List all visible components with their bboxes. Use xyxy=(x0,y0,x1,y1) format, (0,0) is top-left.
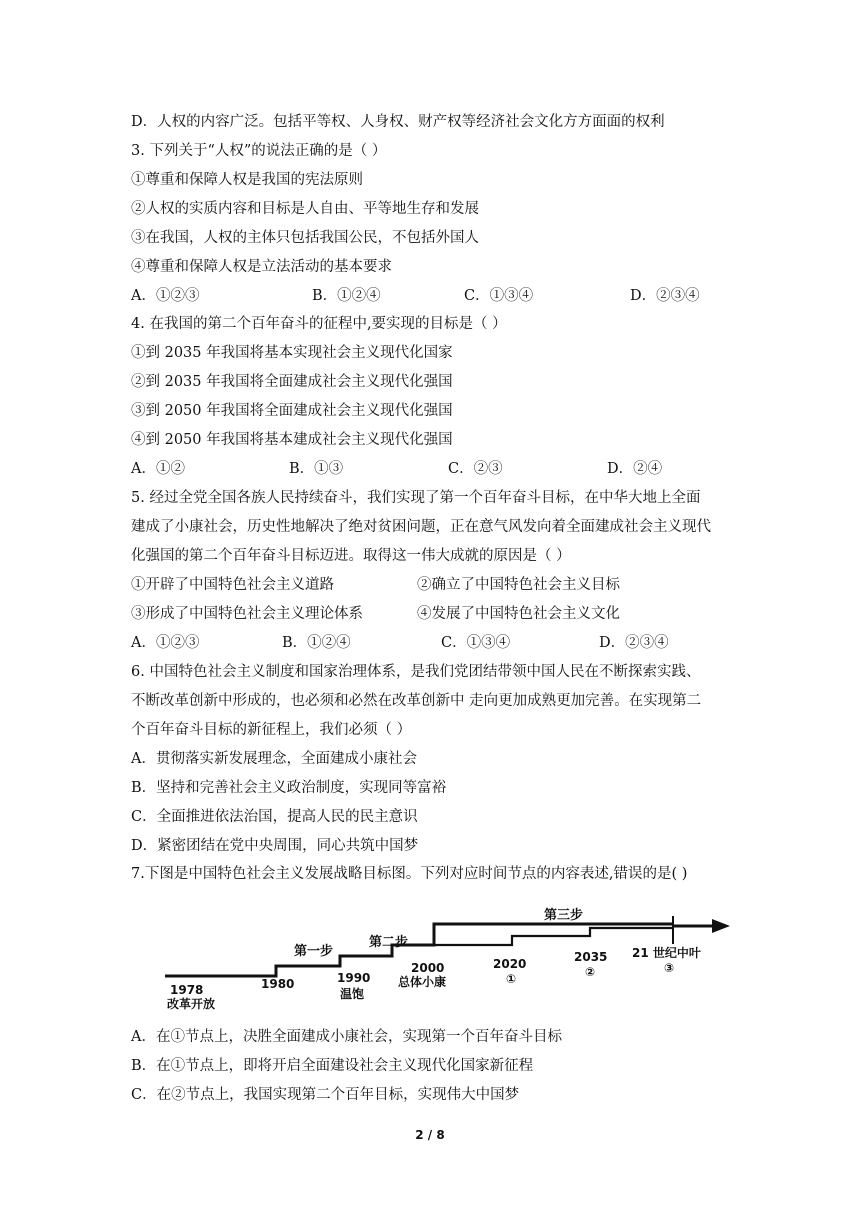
arrow-head-icon xyxy=(712,919,730,933)
q5-stem-line: 建成了小康社会，历史性地解决了绝对贫困问题，正在意气风发向着全面建成社会主义现代 xyxy=(131,519,711,535)
year-label: 1978 xyxy=(170,983,204,997)
q3-option-d: D．②③④ xyxy=(630,288,700,304)
q6-option-b: B．坚持和完善社会主义政治制度，实现同等富裕 xyxy=(131,780,447,796)
year-label: 2035 xyxy=(574,950,608,964)
q6-option-c: C．全面推进依法治国，提高人民的民主意识 xyxy=(131,809,418,825)
q5-item: ②确立了中国特色社会主义目标 xyxy=(417,577,620,593)
q2-option-d: D．人权的内容广泛。包括平等权、人身权、财产权等经济社会文化方方面面的权利 xyxy=(131,114,665,130)
node-marker-2: ② xyxy=(585,965,596,979)
q4-item: ④到 2050 年我国将基本建成社会主义现代化强国 xyxy=(131,432,453,448)
year-label: 1980 xyxy=(261,977,295,991)
q4-option-c: C．②③ xyxy=(448,461,503,477)
q6-stem-line: 6. 中国特色社会主义制度和国家治理体系，是我们党团结带领中国人民在不断探索实践、 xyxy=(131,664,701,680)
q5-options xyxy=(131,633,731,653)
q5-stem-line: 化强国的第二个百年奋斗目标迈进。取得这一伟大成就的原因是（ ） xyxy=(131,548,571,564)
year-label: 2000 xyxy=(411,961,445,975)
q5-option-a: A．①②③ xyxy=(131,635,200,651)
q3-options xyxy=(131,286,731,306)
q3-item: ②人权的实质内容和目标是人自由、平等地生存和发展 xyxy=(131,201,479,217)
q6-stem-line: 不断改革创新中形成的，也必须和必然在改革创新中 走向更加成熟更加完善。在实现第二 xyxy=(131,693,702,709)
q5-item: ③形成了中国特色社会主义理论体系 xyxy=(131,606,363,622)
q3-item: ①尊重和保障人权是我国的宪法原则 xyxy=(131,172,363,188)
q3-stem: 3. 下列关于“人权”的说法正确的是（ ） xyxy=(131,143,387,159)
q5-option-c: C．①③④ xyxy=(441,635,511,651)
q3-option-c: C．①③④ xyxy=(464,288,534,304)
q4-option-b: B．①③ xyxy=(289,461,344,477)
q3-item: ③在我国，人权的主体只包括我国公民，不包括外国人 xyxy=(131,230,479,246)
q4-item: ②到 2035 年我国将全面建成社会主义现代化强国 xyxy=(131,374,453,390)
q5-items-row xyxy=(131,604,731,624)
q3-option-b: B．①②④ xyxy=(312,288,381,304)
q5-items-row xyxy=(131,575,731,595)
q7-stem: 7.下图是中国特色社会主义发展战略目标图。下列对应时间节点的内容表述,错误的是( ) xyxy=(131,866,688,882)
caption-label: 温饱 xyxy=(340,987,365,1001)
step-three-label: 第三步 xyxy=(544,908,584,923)
year-label: 2020 xyxy=(493,957,527,971)
q7-option-b: B．在①节点上，即将开启全面建设社会主义现代化国家新征程 xyxy=(131,1058,534,1074)
q7-option-a: A．在①节点上，决胜全面建成小康社会，实现第一个百年奋斗目标 xyxy=(131,1029,562,1045)
node-marker-3: ③ xyxy=(664,961,675,975)
q5-option-d: D．②③④ xyxy=(599,635,669,651)
q4-item: ③到 2050 年我国将全面建成社会主义现代化强国 xyxy=(131,403,453,419)
caption-label: 总体小康 xyxy=(398,975,447,989)
q4-item: ①到 2035 年我国将基本实现社会主义现代化国家 xyxy=(131,345,453,361)
q6-stem-line: 个百年奋斗目标的新征程上，我们必须（ ） xyxy=(131,722,412,738)
page-number: 2 / 8 xyxy=(415,1128,445,1142)
step-one-label: 第一步 xyxy=(294,944,334,959)
q4-option-d: D．②④ xyxy=(607,461,663,477)
caption-label: 改革开放 xyxy=(167,997,216,1010)
q3-item: ④尊重和保障人权是立法活动的基本要求 xyxy=(131,259,392,275)
q4-option-a: A．①② xyxy=(131,461,185,477)
node-marker-1: ① xyxy=(506,972,517,986)
q7-option-c: C．在②节点上，我国实现第二个百年目标，实现伟大中国梦 xyxy=(131,1087,520,1103)
step-two-label: 第二步 xyxy=(369,935,409,950)
q4-stem: 4. 在我国的第二个百年奋斗的征程中,要实现的目标是（ ） xyxy=(131,316,507,332)
q3-option-a: A．①②③ xyxy=(131,288,200,304)
q5-item: ④发展了中国特色社会主义文化 xyxy=(417,606,620,622)
year-label: 1990 xyxy=(337,971,371,985)
strategy-goal-diagram xyxy=(160,900,735,1010)
q6-option-d: D．紧密团结在党中央周围，同心共筑中国梦 xyxy=(131,838,419,854)
third-step-lower-line xyxy=(434,928,673,945)
year-label: 21 世纪中叶 xyxy=(632,946,701,960)
q6-option-a: A．贯彻落实新发展理念，全面建成小康社会 xyxy=(131,751,417,767)
q5-item: ①开辟了中国特色社会主义道路 xyxy=(131,577,334,593)
q4-options xyxy=(131,459,731,479)
q5-option-b: B．①②④ xyxy=(282,635,351,651)
q5-stem-line: 5. 经过全党全国各族人民持续奋斗，我们实现了第一个百年奋斗目标，在中华大地上全面 xyxy=(131,490,701,506)
